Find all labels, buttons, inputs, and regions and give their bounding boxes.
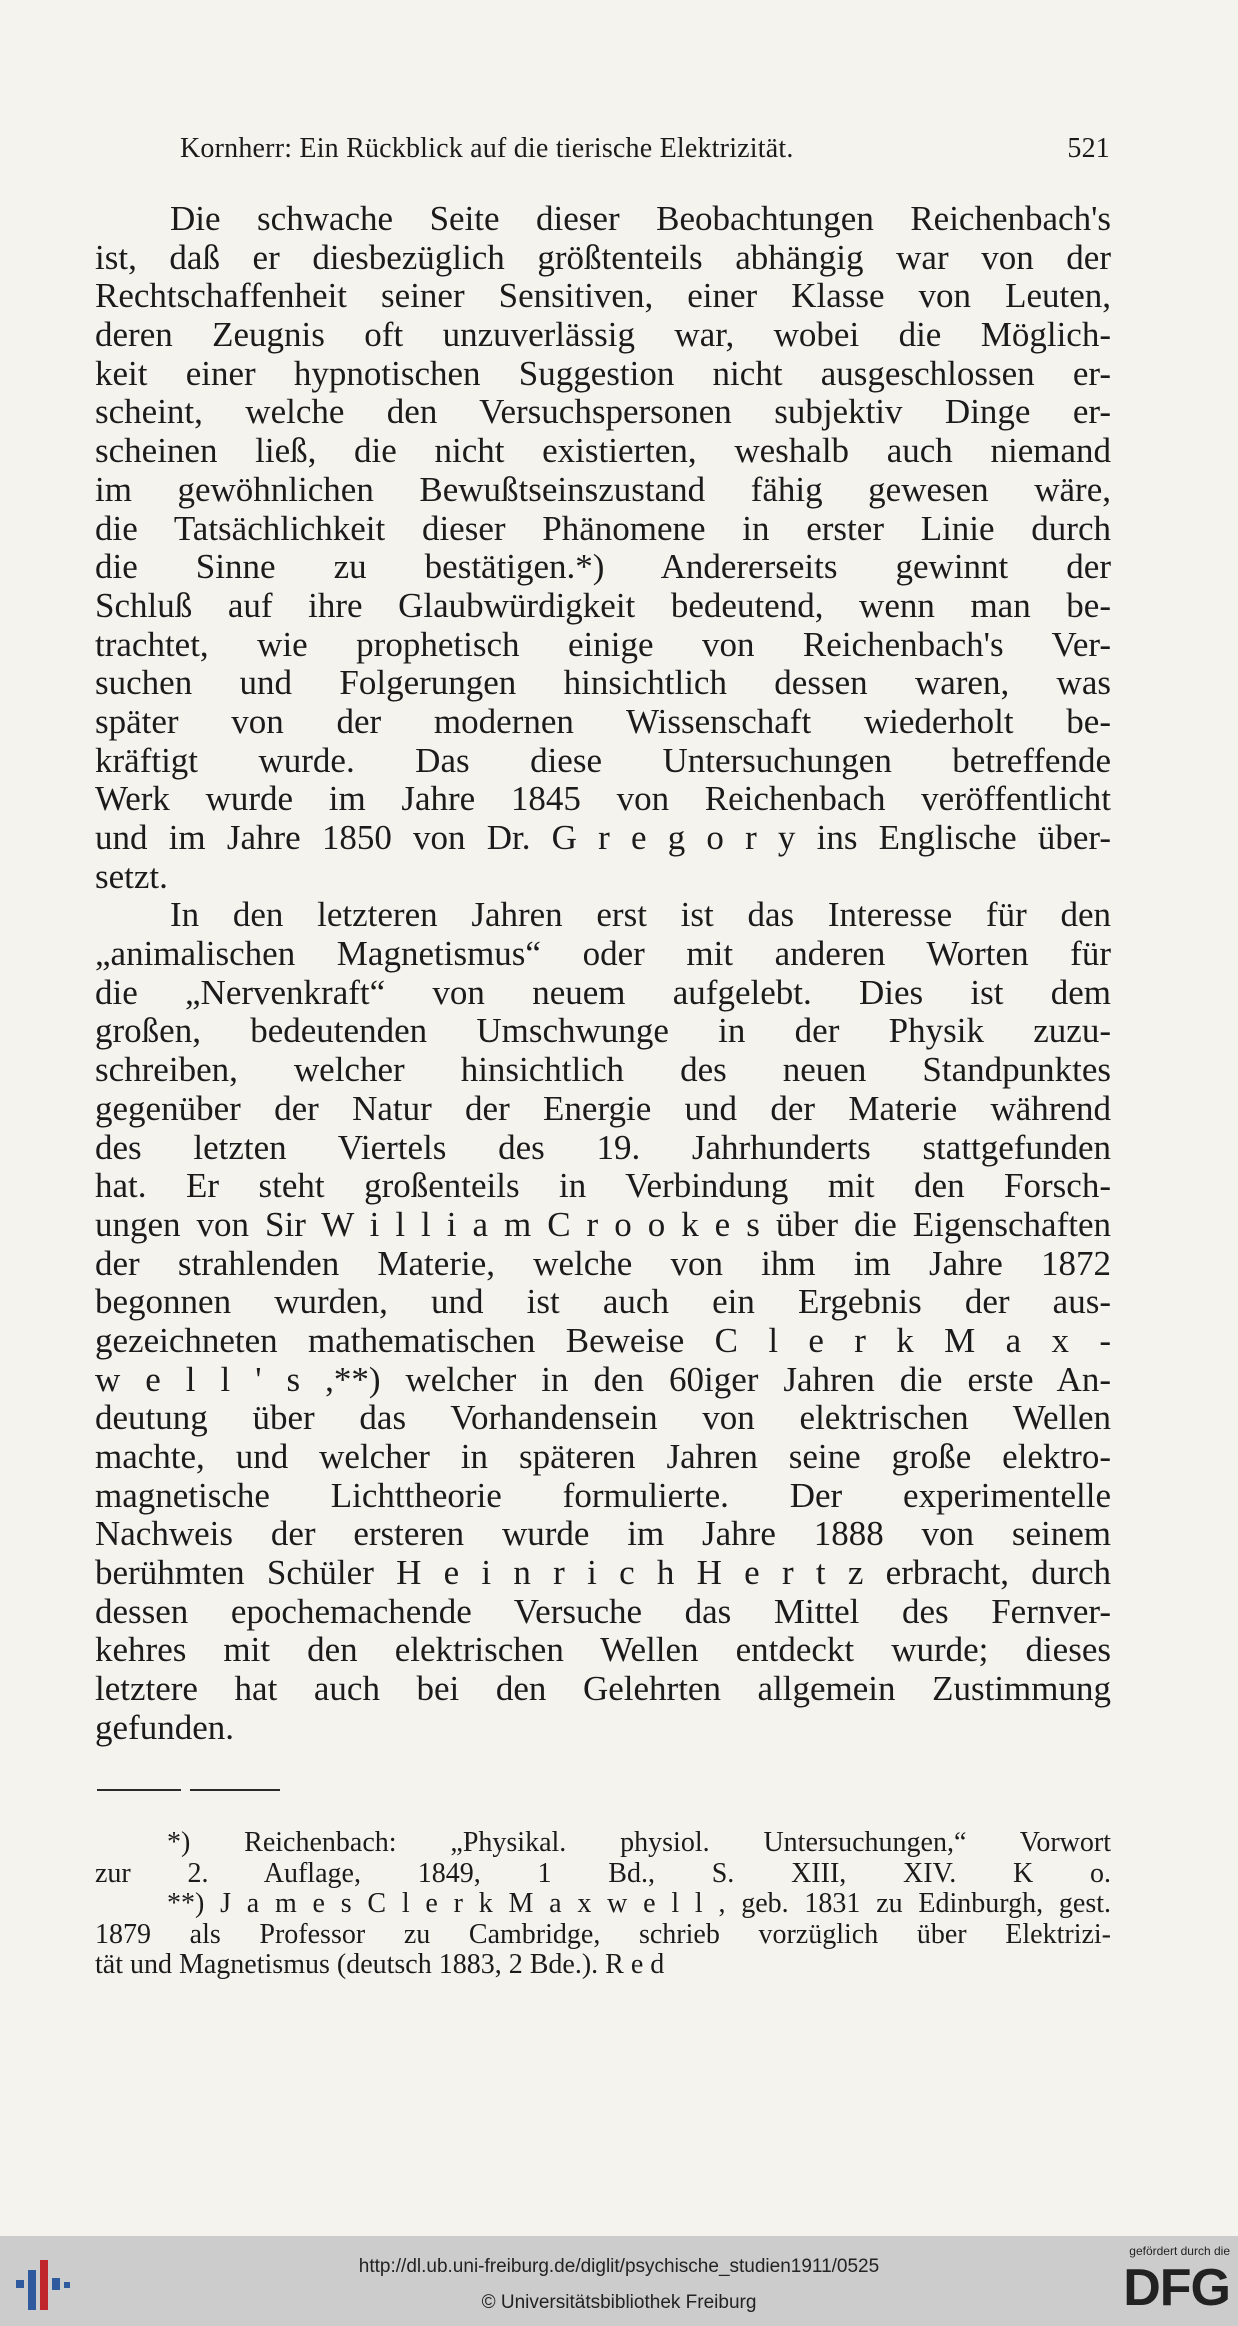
text-line: der strahlenden Materie, welche von ihm im Jahre 1872 — [95, 1244, 1111, 1283]
text-line: In den letzteren Jahren erst ist das Interesse für den — [170, 896, 1111, 935]
text-line: dessen epochemachende Versuche das Mittel des Fernver- — [95, 1592, 1111, 1631]
text-line: Nachweis der ersteren wurde im Jahre 1888 von seinem — [95, 1515, 1111, 1554]
text-line: ungen von Sir W i l l i a m C r o o k e s über die Eigenschaften — [95, 1205, 1111, 1244]
text-line: suchen und Folgerungen hinsichtlich dessen waren, was — [95, 664, 1111, 703]
footnotes — [95, 1828, 1111, 1981]
text-line: Schluß auf ihre Glaubwürdigkeit bedeutend, wenn man be- — [95, 586, 1111, 625]
text-line: w e l l ' s ,**) welcher in den 60iger Jahren die erste An- — [95, 1360, 1111, 1399]
text-line: deren Zeugnis oft unzuverlässig war, wobei die Möglich- — [95, 316, 1111, 355]
text-line: ist, daß er diesbezüglich größtenteils abhängig war von der — [95, 238, 1111, 277]
text-line: schreiben, welcher hinsichtlich des neuen Standpunktes — [95, 1051, 1111, 1090]
text-line: magnetische Lichttheorie formulierte. Der experimentelle — [95, 1476, 1111, 1515]
copyright-notice: © Universitätsbibliothek Freiburg — [481, 2292, 757, 2313]
footnote-line: zur 2. Auflage, 1849, 1 Bd., S. XIII, XIV. K o. — [95, 1858, 1111, 1889]
footnote-line: *) Reichenbach: „Physikal. physiol. Untersuchungen,“ Vorwort — [167, 1828, 1111, 1858]
viewer-footer — [0, 2236, 1238, 2326]
text-line: keit einer hypnotischen Suggestion nicht ausgeschlossen er- — [95, 354, 1111, 393]
footnote-line: 1879 als Professor zu Cambridge, schrieb vorzüglich über Elektrizi- — [95, 1919, 1111, 1950]
text-line: großen, bedeutenden Umschwunge in der Physik zuzu- — [95, 1012, 1111, 1051]
footnote-line: **) J a m e s C l e r k M a x w e l l , geb. 1831 zu Edinburgh, gest. — [167, 1889, 1111, 1919]
body-text — [95, 200, 1111, 1748]
permalink-url[interactable]: http://dl.ub.uni-freiburg.de/diglit/psychische_studien1911/0525 — [358, 2256, 880, 2277]
page-number: 521 — [1067, 133, 1110, 164]
text-line: berühmten Schüler H e i n r i c h H e r t z erbracht, durch — [95, 1554, 1111, 1593]
text-line: des letzten Viertels des 19. Jahrhunderts stattgefunden — [95, 1128, 1111, 1167]
text-line: scheint, welche den Versuchspersonen subjektiv Dinge er- — [95, 393, 1111, 432]
text-line: im gewöhnlichen Bewußtseinszustand fähig gewesen wäre, — [95, 470, 1111, 509]
text-line: kräftigt wurde. Das diese Untersuchungen betreffende — [95, 741, 1111, 780]
text-line: die „Nervenkraft“ von neuem aufgelebt. Dies ist dem — [95, 973, 1111, 1012]
text-line: „animalischen Magnetismus“ oder mit anderen Worten für — [95, 935, 1111, 974]
text-line: kehres mit den elektrischen Wellen entdeckt wurde; dieses — [95, 1631, 1111, 1670]
text-line: gefunden. — [95, 1708, 234, 1747]
text-line: begonnen wurden, und ist auch ein Ergebnis der aus- — [95, 1283, 1111, 1322]
text-line: setzt. — [95, 857, 168, 896]
text-line: hat. Er steht großenteils in Verbindung mit den Forsch- — [95, 1167, 1111, 1206]
dfg-logo — [1090, 2244, 1230, 2322]
text-line: und im Jahre 1850 von Dr. G r e g o r y ins Englische über- — [95, 819, 1111, 857]
text-line: letztere hat auch bei den Gelehrten allgemein Zustimmung — [95, 1670, 1111, 1709]
text-line: Die schwache Seite dieser Beobachtungen Reichenbach's — [170, 200, 1111, 238]
text-line: die Tatsächlichkeit dieser Phänomene in erster Linie durch — [95, 509, 1111, 548]
text-line: deutung über das Vorhandensein von elektrischen Wellen — [95, 1399, 1111, 1438]
dfg-caption: gefördert durch die — [1129, 2244, 1230, 2258]
text-line: später von der modernen Wissenschaft wiederholt be- — [95, 702, 1111, 741]
text-line: die Sinne zu bestätigen.*) Andererseits gewinnt der — [95, 548, 1111, 587]
text-line: gegenüber der Natur der Energie und der Materie während — [95, 1089, 1111, 1128]
text-line: scheinen ließ, die nicht existierten, weshalb auch niemand — [95, 432, 1111, 471]
footnote-separator — [97, 1789, 181, 1791]
running-header — [180, 133, 1110, 173]
text-line: Werk wurde im Jahre 1845 von Reichenbach veröffentlicht — [95, 780, 1111, 819]
text-line: trachtet, wie prophetisch einige von Reichenbach's Ver- — [95, 625, 1111, 664]
text-line: Rechtschaffenheit seiner Sensitiven, einer Klasse von Leuten, — [95, 277, 1111, 316]
running-header-title: Kornherr: Ein Rückblick auf die tierische Elektrizität. — [180, 133, 794, 164]
footnote-line: tät und Magnetismus (deutsch 1883, 2 Bde.). R e d — [95, 1950, 665, 1980]
text-line: machte, und welcher in späteren Jahren seine große elektro- — [95, 1438, 1111, 1476]
text-line: gezeichneten mathematischen Beweise C l e r k M a x - — [95, 1321, 1111, 1360]
dfg-logo-text: DFG — [1123, 2259, 1230, 2317]
footnote-separator — [190, 1789, 280, 1791]
